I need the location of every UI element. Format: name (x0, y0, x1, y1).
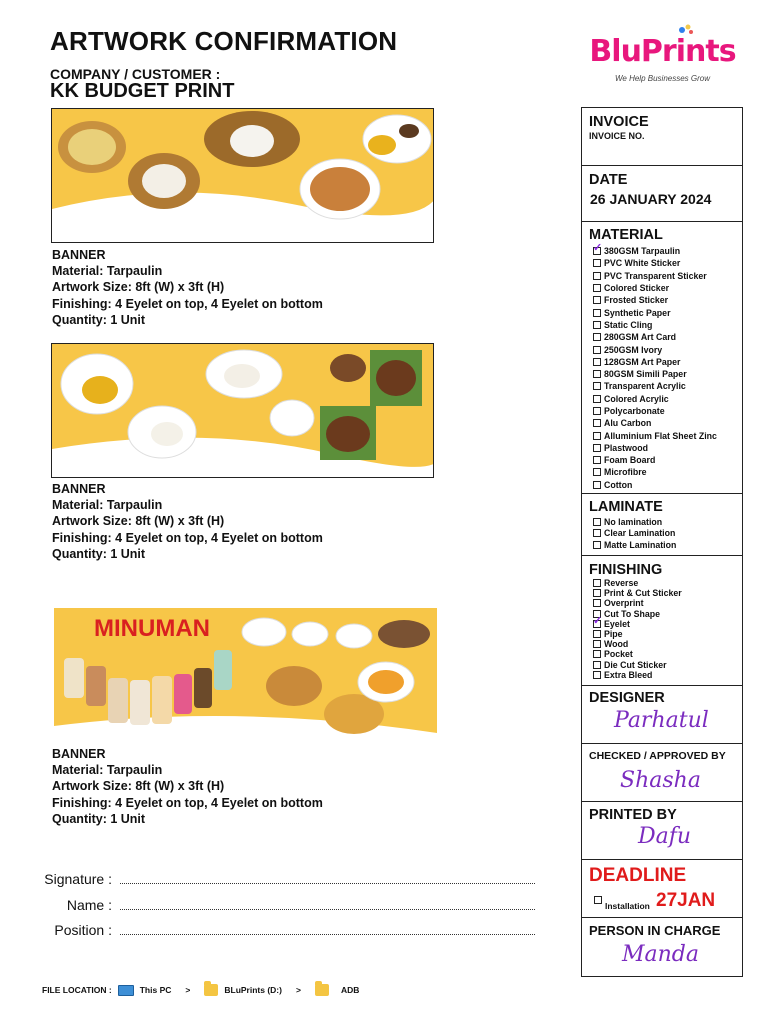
finishing-option-label: Overprint (604, 598, 644, 609)
banner-1-finishing: Finishing: 4 Eyelet on top, 4 Eyelet on bottom (52, 296, 323, 311)
material-option-label: 380GSM Tarpaulin (604, 246, 681, 257)
banner-2-spec (52, 481, 323, 562)
name-line[interactable] (120, 909, 535, 910)
checkbox[interactable] (593, 640, 601, 648)
banner-3-illustration (54, 608, 437, 743)
material-option[interactable] (593, 319, 717, 331)
checkbox[interactable] (593, 407, 601, 415)
checkbox[interactable] (593, 333, 601, 341)
crumb-drive: BLuPrints (D:) (224, 985, 282, 995)
checked-checkbox[interactable] (593, 247, 601, 255)
banner-artwork-2 (51, 343, 434, 478)
banner-2-material: Material: Tarpaulin (52, 498, 163, 513)
computer-icon (118, 985, 134, 996)
checkbox[interactable] (593, 579, 601, 587)
finishing-option-label: Pipe (604, 629, 623, 640)
deadline-title: DEADLINE (589, 865, 687, 886)
banner-3-spec (52, 746, 323, 827)
bluprints-logo (580, 22, 745, 88)
laminate-option-label: Clear Lamination (604, 528, 676, 539)
designer-title: DESIGNER (589, 690, 665, 706)
file-location-label: FILE LOCATION : (42, 985, 112, 995)
material-option-label: Synthetic Paper (604, 307, 671, 318)
laminate-option-label: No lamination (604, 516, 663, 527)
invoice-section (582, 108, 742, 166)
banner-3-quantity: Quantity: 1 Unit (52, 811, 146, 826)
folder-icon (204, 984, 218, 996)
file-location (42, 984, 359, 996)
printed-title: PRINTED BY (589, 807, 677, 823)
material-option-label: Foam Board (604, 455, 656, 466)
page-title: ARTWORK CONFIRMATION (50, 26, 398, 56)
checkbox[interactable] (593, 456, 601, 464)
finishing-option-label: Cut To Shape (604, 608, 661, 619)
banner-3-heading: MINUMAN (94, 615, 210, 642)
checkbox[interactable] (593, 284, 601, 292)
laminate-list (593, 516, 676, 551)
banner-2-illustration (52, 344, 434, 478)
position-row (0, 922, 540, 942)
banner-2-finishing: Finishing: 4 Eyelet on top, 4 Eyelet on bottom (52, 530, 323, 545)
material-option-label: Transparent Acrylic (604, 381, 686, 392)
checkbox[interactable] (593, 518, 601, 526)
material-list (593, 245, 717, 491)
material-option[interactable] (593, 479, 717, 491)
finishing-option-label: Eyelet (604, 618, 630, 629)
finishing-option[interactable] (593, 578, 682, 588)
deadline-date: 27JAN (656, 890, 716, 911)
finishing-option[interactable] (593, 588, 682, 598)
checkbox[interactable] (593, 419, 601, 427)
checkbox[interactable] (593, 259, 601, 267)
finishing-option[interactable] (593, 660, 682, 670)
material-section (582, 222, 742, 494)
material-option-label: 280GSM Art Card (604, 332, 677, 343)
checkbox[interactable] (593, 468, 601, 476)
signature-label: Signature : (44, 871, 112, 887)
material-option-label: PVC Transparent Sticker (604, 270, 707, 281)
checked-checkbox[interactable] (593, 620, 601, 628)
material-option-label: Microfibre (604, 467, 647, 478)
checkbox[interactable] (593, 382, 601, 390)
material-option-label: Polycarbonate (604, 406, 665, 416)
material-option[interactable] (593, 356, 717, 368)
date-title: DATE (589, 172, 628, 188)
material-option[interactable] (593, 245, 717, 257)
position-line[interactable] (120, 934, 535, 935)
checkbox[interactable] (593, 272, 601, 280)
laminate-title: LAMINATE (589, 499, 663, 515)
company-name: KK BUDGET PRINT (50, 80, 235, 102)
checkbox[interactable] (593, 529, 601, 537)
material-option[interactable] (593, 405, 717, 417)
material-option-label: Cotton (604, 479, 633, 490)
checkbox[interactable] (593, 296, 601, 304)
finishing-option-label: Pocket (604, 649, 633, 660)
material-option[interactable] (593, 282, 717, 294)
material-option-label: Colored Sticker (604, 283, 670, 294)
date-section (582, 166, 742, 222)
material-title: MATERIAL (589, 227, 663, 243)
job-details-panel (581, 107, 743, 977)
designer-signature: Parhatul (614, 708, 709, 733)
finishing-option[interactable] (593, 598, 682, 608)
material-option[interactable] (593, 380, 717, 392)
material-option[interactable] (593, 257, 717, 269)
material-option[interactable] (593, 306, 717, 318)
company-label: COMPANY / CUSTOMER : (50, 66, 221, 82)
material-option[interactable] (593, 466, 717, 478)
material-option-label: Alluminium Flat Sheet Zinc (604, 430, 717, 441)
material-option[interactable] (593, 270, 717, 282)
material-option[interactable] (593, 417, 717, 429)
material-option-label: Static Cling (604, 319, 653, 330)
checkbox[interactable] (593, 671, 601, 679)
banner-2-type: BANNER (52, 482, 106, 496)
pic-title: PERSON IN CHARGE (589, 923, 721, 938)
laminate-section (582, 494, 742, 556)
approval-title: CHECKED / APPROVED BY (589, 750, 726, 762)
material-option-label: Alu Carbon (604, 418, 652, 429)
finishing-option-label: Reverse (604, 578, 639, 589)
date-value: 26 JANUARY 2024 (590, 191, 712, 207)
deadline-section (582, 860, 742, 918)
crumb-separator: > (185, 985, 191, 995)
banner-3-size: Artwork Size: 8ft (W) x 3ft (H) (52, 779, 225, 794)
banner-2-quantity: Quantity: 1 Unit (52, 546, 146, 561)
pic-signature: Manda (622, 942, 700, 967)
checkbox[interactable] (593, 358, 601, 366)
crumb-adb: ADB (340, 985, 360, 995)
finishing-option-label: Wood (604, 639, 629, 650)
checkbox[interactable] (593, 309, 601, 317)
approval-signature: Shasha (620, 768, 701, 793)
finishing-option[interactable] (593, 629, 682, 639)
material-option[interactable] (593, 368, 717, 380)
signature-line[interactable] (120, 883, 535, 884)
signature-row (0, 871, 540, 891)
name-label: Name : (66, 897, 112, 913)
checkbox[interactable] (593, 346, 601, 354)
name-row (0, 897, 540, 917)
checkbox[interactable] (593, 370, 601, 378)
banner-1-material: Material: Tarpaulin (52, 264, 163, 279)
finishing-title: FINISHING (589, 562, 663, 578)
finishing-option-label: Die Cut Sticker (604, 659, 667, 670)
material-option-label: 128GSM Art Paper (604, 356, 681, 367)
banner-3-type: BANNER (52, 747, 106, 761)
laminate-option[interactable] (593, 539, 676, 551)
approval-section (582, 744, 742, 802)
folder-icon (315, 984, 329, 996)
banner-3-finishing: Finishing: 4 Eyelet on top, 4 Eyelet on bottom (52, 795, 323, 810)
checkbox[interactable] (593, 432, 601, 440)
printed-signature: Dafu (638, 824, 692, 849)
material-option-label: 80GSM Simili Paper (604, 369, 687, 380)
banner-artwork-1 (51, 108, 434, 243)
checkbox[interactable] (593, 661, 601, 669)
designer-section (582, 686, 742, 744)
checkbox[interactable] (593, 589, 601, 597)
finishing-option[interactable] (593, 619, 682, 629)
finishing-option-label: Print & Cut Sticker (604, 588, 682, 599)
finishing-option[interactable] (593, 649, 682, 659)
laminate-option-label: Matte Lamination (604, 539, 677, 550)
material-option[interactable] (593, 393, 717, 405)
logo-tagline: We Help Businesses Grow (615, 74, 710, 83)
printed-section (582, 802, 742, 860)
checkbox[interactable] (593, 630, 601, 638)
material-option-label: Plastwood (604, 442, 648, 453)
checkbox[interactable] (593, 481, 601, 489)
material-option[interactable] (593, 442, 717, 454)
finishing-option[interactable] (593, 609, 682, 619)
checkbox[interactable] (593, 321, 601, 329)
material-option[interactable] (593, 429, 717, 441)
material-option-label: Frosted Sticker (604, 295, 669, 306)
laminate-option[interactable] (593, 516, 676, 528)
banner-1-size: Artwork Size: 8ft (W) x 3ft (H) (52, 280, 225, 295)
banner-artwork-3 (54, 608, 437, 743)
finishing-option[interactable] (593, 670, 682, 680)
installation-checkbox[interactable] (594, 896, 602, 904)
banner-1-spec (52, 247, 323, 328)
material-option[interactable] (593, 294, 717, 306)
checkbox[interactable] (593, 541, 601, 549)
finishing-section (582, 556, 742, 686)
material-option-label: 250GSM Ivory (604, 344, 663, 355)
checkbox[interactable] (593, 395, 601, 403)
banner-3-material: Material: Tarpaulin (52, 763, 163, 778)
logo-brand: BluPrints (589, 34, 736, 69)
material-option[interactable] (593, 454, 717, 466)
material-option-label: Colored Acrylic (604, 393, 669, 404)
position-label: Position : (54, 922, 112, 938)
person-in-charge-section (582, 918, 742, 976)
checkbox[interactable] (593, 599, 601, 607)
banner-1-type: BANNER (52, 248, 106, 262)
crumb-this-pc: This PC (139, 985, 172, 995)
finishing-list (593, 578, 682, 680)
invoice-title: INVOICE (589, 114, 649, 130)
laminate-option[interactable] (593, 528, 676, 540)
material-option[interactable] (593, 343, 717, 355)
finishing-option-label: Extra Bleed (604, 669, 653, 680)
material-option[interactable] (593, 331, 717, 343)
banner-1-quantity: Quantity: 1 Unit (52, 312, 146, 327)
banner-1-illustration (52, 109, 434, 243)
checkbox[interactable] (593, 650, 601, 658)
banner-2-size: Artwork Size: 8ft (W) x 3ft (H) (52, 514, 225, 529)
material-option-label: PVC White Sticker (604, 258, 681, 269)
crumb-separator: > (295, 985, 301, 995)
installation-label: Installation (605, 901, 650, 911)
finishing-option[interactable] (593, 639, 682, 649)
checkbox[interactable] (593, 444, 601, 452)
invoice-no-label: INVOICE NO. (589, 131, 645, 141)
